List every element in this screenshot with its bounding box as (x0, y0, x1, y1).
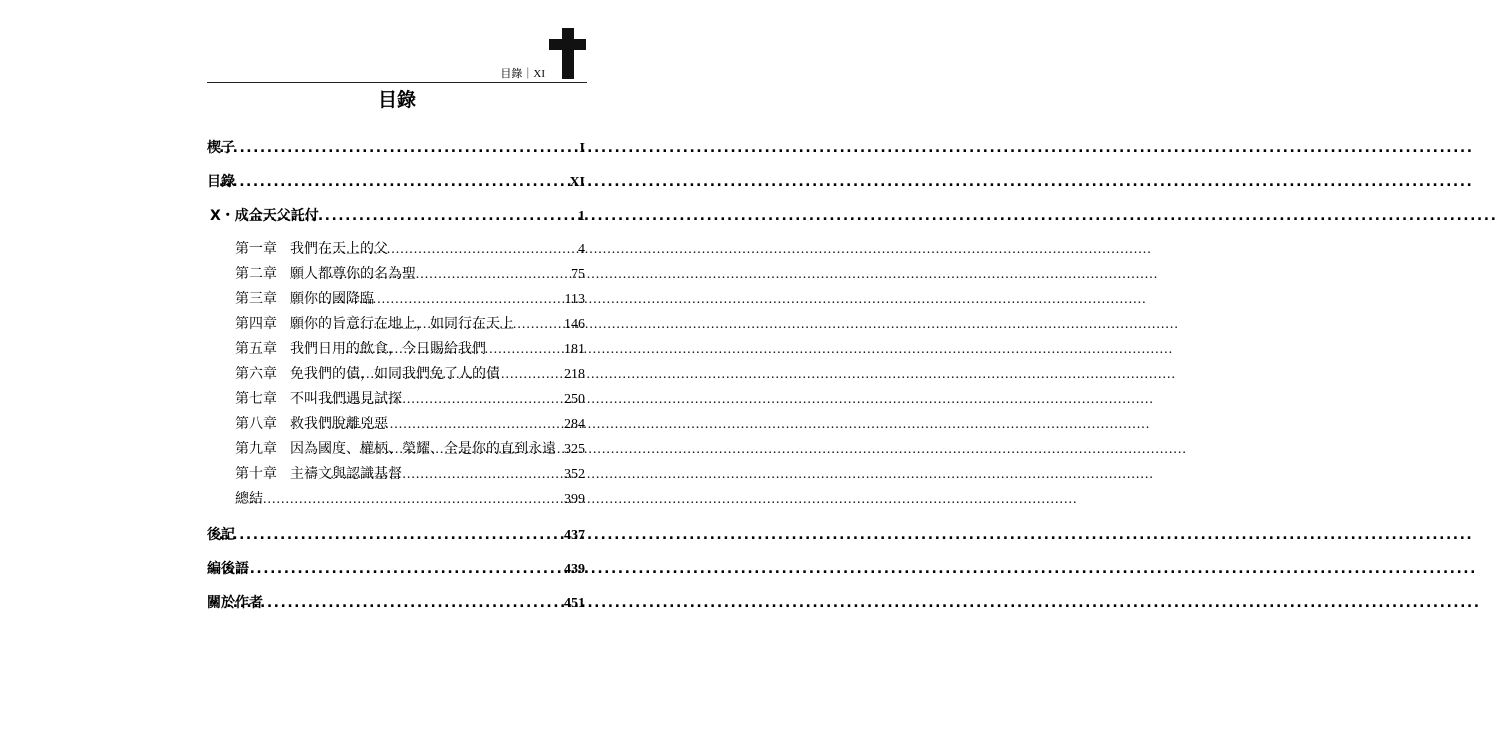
dot-leader (348, 362, 561, 387)
dot-leader (219, 165, 567, 199)
header-rule (207, 82, 587, 83)
chapter-page: 4 (578, 242, 585, 257)
dot-leader (351, 312, 561, 337)
summary-page: 399 (564, 492, 585, 507)
toc-entry[interactable] (207, 131, 585, 165)
chapter-number: 第八章 (235, 417, 277, 432)
cross-icon (549, 28, 586, 79)
dot-leader (322, 412, 561, 437)
chapter-number: 第六章 (235, 367, 277, 382)
chapter-title: 不叫我們遇見試探 (290, 392, 402, 407)
chapter-title: 願你的國降臨 (290, 292, 374, 307)
dot-leader (319, 287, 562, 312)
toc-entry[interactable] (207, 518, 585, 552)
dot-leader (324, 237, 575, 262)
toc-entry-page: 439 (564, 562, 585, 577)
toc-entry-label: 楔子 (207, 140, 235, 156)
dot-leader (330, 262, 568, 287)
chapter-number: 第十章 (235, 467, 277, 482)
chapter-number: 第一章 (235, 242, 277, 257)
dot-leader (226, 586, 561, 620)
chapter-page: 352 (564, 467, 585, 482)
dot-leader (250, 487, 561, 512)
chapter-page: 250 (564, 392, 585, 407)
dot-leader (326, 387, 561, 412)
toc-entry-label: 關於作者 (207, 595, 263, 611)
chapter-page: 146 (564, 317, 585, 332)
toc-entry-page: 1 (578, 209, 585, 224)
chapter-page: 75 (571, 267, 585, 282)
chapter-title: 願你的旨意行在地上，如同行在天上 (290, 317, 514, 332)
chapter-entry[interactable] (235, 237, 585, 262)
chapter-entry[interactable] (235, 287, 585, 312)
chapter-page: 181 (564, 342, 585, 357)
chapter-number: 第九章 (235, 442, 277, 457)
dot-leader (326, 462, 561, 487)
dot-leader (219, 131, 577, 165)
chapter-entry[interactable] (235, 412, 585, 437)
summary-entry[interactable] (235, 487, 585, 512)
toc-entry-label: 編後語 (207, 561, 249, 577)
chapter-page: 325 (564, 442, 585, 457)
toc-entry-page: 451 (564, 596, 585, 611)
toc-entry-label: 後記 (207, 527, 235, 543)
chapter-title: 我們日用的飲食，今日賜給我們 (290, 342, 486, 357)
toc-entry[interactable] (207, 586, 585, 620)
running-head: 目錄｜XI (500, 68, 545, 80)
summary-title: 總結 (235, 492, 263, 507)
dot-leader (345, 337, 561, 362)
toc-entry-page: 437 (564, 528, 585, 543)
chapter-number: 第三章 (235, 292, 277, 307)
chapter-number: 第五章 (235, 342, 277, 357)
chapter-title: 主禱文與認識基督 (290, 467, 402, 482)
toc-entry[interactable] (207, 199, 585, 233)
page-title: 目錄 (377, 89, 416, 111)
dot-leader (222, 552, 561, 586)
chapter-entry[interactable] (235, 462, 585, 487)
toc-entry-label: X・成全天父託付 (210, 208, 319, 224)
chapter-entries (235, 237, 585, 512)
chapter-entry[interactable] (235, 337, 585, 362)
cross-vertical-bar (562, 28, 574, 79)
chapter-title: 我們在天上的父 (290, 242, 388, 257)
chapter-entry[interactable] (235, 312, 585, 337)
toc-entry-page: I (579, 141, 585, 156)
cross-horizontal-bar (549, 39, 586, 50)
dot-leader (359, 437, 561, 462)
chapter-entry[interactable] (235, 387, 585, 412)
toc-entry-label: 目錄 (207, 174, 235, 190)
toc-entry[interactable] (207, 165, 585, 199)
chapter-title: 救我們脫離兇惡 (290, 417, 388, 432)
toc-entry-page: XI (569, 175, 585, 190)
chapter-title: 願人都尊你的名為聖 (290, 267, 416, 282)
chapter-page: 284 (564, 417, 585, 432)
toc-entry[interactable] (207, 552, 585, 586)
chapter-page: 113 (564, 292, 585, 307)
chapter-entry[interactable] (235, 362, 585, 387)
chapter-entry[interactable] (235, 437, 585, 462)
chapter-page: 218 (564, 367, 585, 382)
chapter-number: 第七章 (235, 392, 277, 407)
chapter-number: 第二章 (235, 267, 277, 282)
front-matter-entries (207, 131, 585, 233)
chapter-entry[interactable] (235, 262, 585, 287)
back-matter-entries (207, 518, 585, 620)
dot-leader (243, 199, 575, 233)
dot-leader (219, 518, 561, 552)
chapter-title: 免我們的債，如同我們免了人的債 (290, 367, 500, 382)
chapter-number: 第四章 (235, 317, 277, 332)
chapter-title: 因為國度、權柄、榮耀、全是你的直到永遠 (290, 442, 556, 457)
